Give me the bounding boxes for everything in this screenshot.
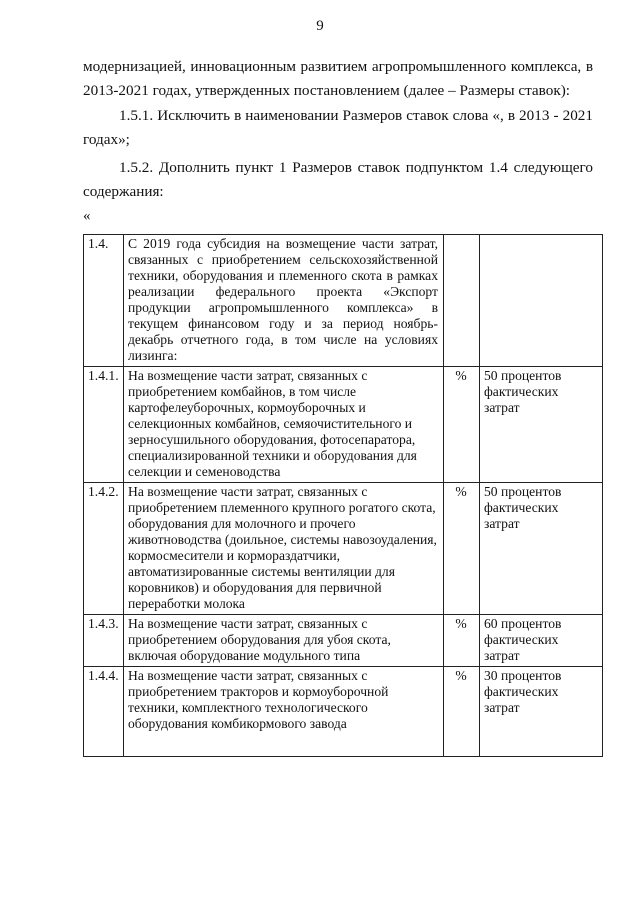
row-description: На возмещение части затрат, связанных с приобретением племенного крупного рогатого скота, оборудования для молочного и прочего животноводства (доильное, системы навозоудаления, кормосмесители и кормораздатчики, автоматизированные системы вентиляции для коровников) и оборудования для первичной переработки молока (124, 483, 444, 615)
row-rate: 50 процентов фактических затрат (480, 367, 603, 483)
row-number: 1.4.1. (84, 367, 124, 483)
row-unit: % (444, 615, 480, 667)
row-description: С 2019 года субсидия на возмещение части затрат, связанных с приобретением сельскохозяйственной техники, оборудования и племенного скота в рамках реализации федерального проекта «Экспорт продукции агропромышленного комплекса» в текущем финансовом году и за период ноябрь-декабрь отчетного года, в том числе на условиях лизинга: (124, 235, 444, 367)
row-number: 1.4.2. (84, 483, 124, 615)
row-rate: 60 процентов фактических затрат (480, 615, 603, 667)
row-description: На возмещение части затрат, связанных с приобретением оборудования для убоя скота, включая оборудование модульного типа (124, 615, 444, 667)
rates-table (83, 234, 603, 757)
row-unit (444, 235, 480, 367)
table-row (84, 615, 603, 667)
intro-continuation-paragraph: модернизацией, инновационным развитием агропромышленного комплекса, в 2013-2021 годах, утвержденных постановлением (далее – Размеры ставок): (83, 58, 593, 99)
table-row (84, 483, 603, 615)
row-rate: 30 процентов фактических затрат (480, 667, 603, 757)
row-unit: % (444, 367, 480, 483)
row-unit: % (444, 483, 480, 615)
table-row (84, 667, 603, 757)
item-1-5-1-paragraph: 1.5.1. Исключить в наименовании Размеров ставок слова «, в 2013 - 2021 годах»; (83, 107, 593, 148)
page-number: 9 (316, 18, 324, 34)
opening-quote-mark: « (83, 208, 91, 224)
row-rate: 50 процентов фактических затрат (480, 483, 603, 615)
row-description: На возмещение части затрат, связанных с приобретением тракторов и кормоуборочной техники, комплектного технологического оборудования комбикормового завода (124, 667, 444, 757)
table-row (84, 235, 603, 367)
row-number: 1.4.3. (84, 615, 124, 667)
table-row (84, 367, 603, 483)
row-description: На возмещение части затрат, связанных с приобретением комбайнов, в том числе картофелеуборочных, кормоуборочных и селекционных комбайнов, семяочистительного и зерносушильного оборудования, фотосепаратора, специализированной техники и оборудования для селекции и семеноводства (124, 367, 444, 483)
row-unit: % (444, 667, 480, 757)
row-number: 1.4.4. (84, 667, 124, 757)
row-number: 1.4. (84, 235, 124, 367)
item-1-5-2-paragraph: 1.5.2. Дополнить пункт 1 Размеров ставок подпунктом 1.4 следующего содержания: (83, 159, 593, 200)
row-rate (480, 235, 603, 367)
